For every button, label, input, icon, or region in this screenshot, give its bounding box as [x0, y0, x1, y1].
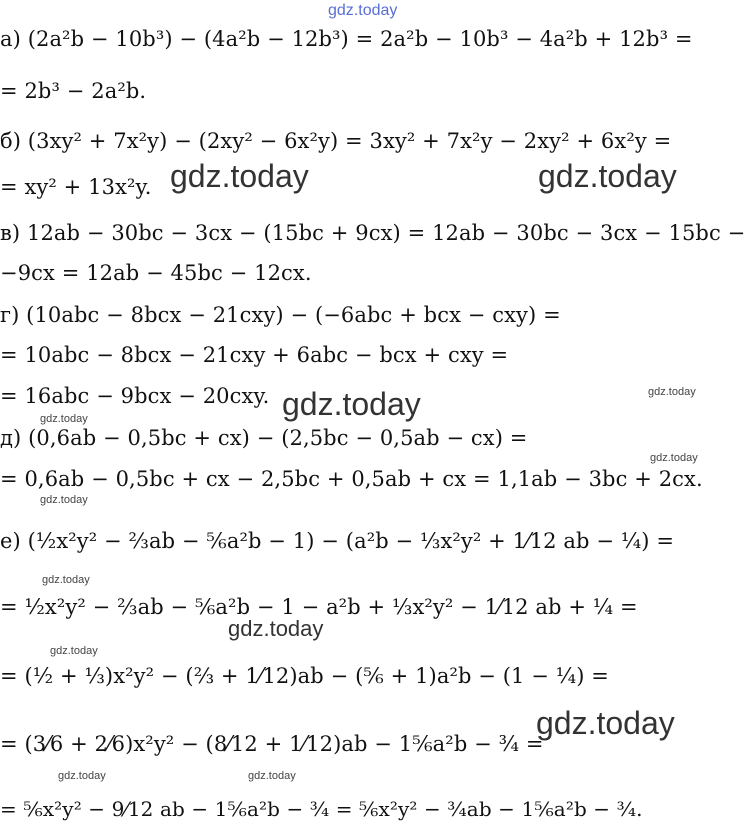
watermark-2: gdz.today	[538, 158, 677, 194]
line-e-4: = (3⁄6 + 2⁄6)x²y² − (8⁄12 + 1⁄12)ab − 1⅚a²b − ¾ =	[0, 732, 544, 756]
line-e-1: е) (½x²y² − ⅔ab − ⅚a²b − 1) − (a²b − ⅓x²y² + 1⁄12 ab − ¼) =	[0, 529, 675, 553]
watermark-10: gdz.today	[50, 645, 98, 657]
watermark-3: gdz.today	[282, 386, 421, 422]
watermark-8: gdz.today	[42, 574, 90, 586]
line-g-1: г) (10abc − 8bcx − 21cxy) − (−6abc + bcx − cxy) =	[0, 303, 561, 327]
line-v-2: −9cx = 12ab − 45bc − 12cx.	[0, 261, 312, 285]
watermark-11: gdz.today	[536, 705, 675, 741]
watermark-top: gdz.today	[328, 2, 398, 19]
line-g-3: = 16abc − 9bcx − 20cxy.	[0, 384, 270, 408]
line-g-2: = 10abc − 8bcx − 21cxy + 6abc − bcx + cxy =	[0, 343, 509, 367]
watermark-4: gdz.today	[648, 386, 696, 398]
watermark-5: gdz.today	[40, 413, 88, 425]
line-d-2: = 0,6ab − 0,5bc + cx − 2,5bc + 0,5ab + cx = 1,1ab − 3bc + 2cx.	[0, 467, 703, 491]
watermark-6: gdz.today	[650, 452, 698, 464]
line-a-1: а) (2a²b − 10b³) − (4a²b − 12b³) = 2a²b − 10b³ − 4a²b + 12b³ =	[0, 27, 693, 51]
watermark-13: gdz.today	[248, 770, 296, 782]
line-e-5: = ⅚x²y² − 9⁄12 ab − 1⅚a²b − ¾ = ⅚x²y² − ¾ab − 1⅚a²b − ¾.	[0, 797, 643, 821]
line-e-3: = (½ + ⅓)x²y² − (⅔ + 1⁄12)ab − (⅚ + 1)a²b − (1 − ¼) =	[0, 664, 609, 688]
watermark-12: gdz.today	[58, 770, 106, 782]
line-d-1: д) (0,6ab − 0,5bc + cx) − (2,5bc − 0,5ab − cx) =	[0, 426, 528, 450]
watermark-9: gdz.today	[228, 616, 324, 641]
watermark-7: gdz.today	[40, 494, 88, 506]
line-b-1: б) (3xy² + 7x²y) − (2xy² − 6x²y) = 3xy² + 7x²y − 2xy² + 6x²y =	[0, 129, 672, 153]
line-a-2: = 2b³ − 2a²b.	[0, 79, 147, 103]
line-v-1: в) 12ab − 30bc − 3cx − (15bc + 9cx) = 12ab − 30bc − 3cx − 15bc −	[0, 221, 746, 245]
line-b-2: = xy² + 13x²y.	[0, 175, 152, 199]
line-e-2: = ½x²y² − ⅔ab − ⅚a²b − 1 − a²b + ⅓x²y² − 1⁄12 ab + ¼ =	[0, 595, 638, 619]
watermark-1: gdz.today	[170, 158, 309, 194]
